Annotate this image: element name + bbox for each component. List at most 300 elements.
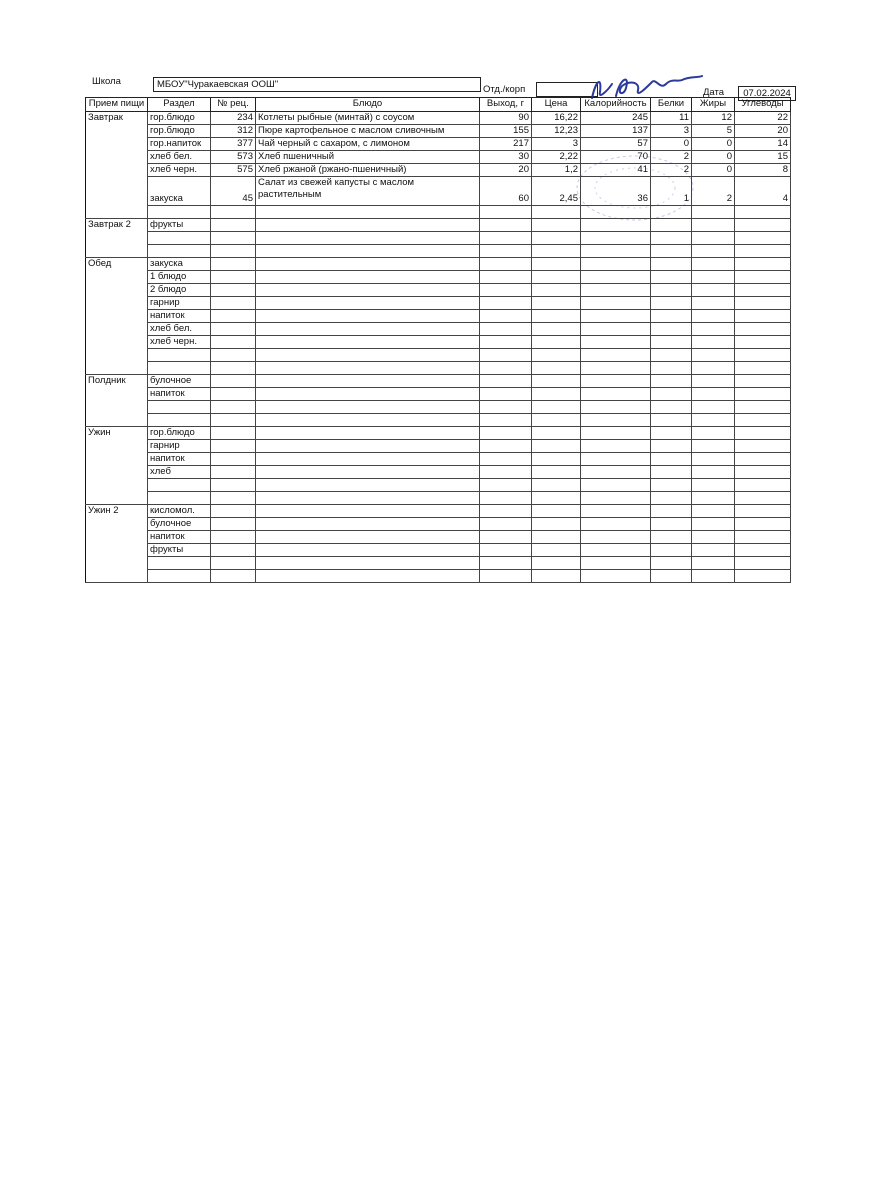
table-row bbox=[86, 518, 791, 531]
cell-protein bbox=[651, 232, 692, 245]
cell-fat: 0 bbox=[692, 151, 735, 164]
cell-kcal bbox=[581, 414, 651, 427]
cell-price bbox=[532, 206, 581, 219]
cell-kcal bbox=[581, 401, 651, 414]
cell-price bbox=[532, 284, 581, 297]
cell-kcal bbox=[581, 206, 651, 219]
table-row bbox=[86, 492, 791, 505]
table-row bbox=[86, 164, 791, 177]
cell-kcal bbox=[581, 505, 651, 518]
cell-section: фрукты bbox=[148, 219, 211, 232]
cell-protein bbox=[651, 427, 692, 440]
cell-carbs bbox=[735, 349, 791, 362]
cell-fat bbox=[692, 388, 735, 401]
cell-carbs bbox=[735, 336, 791, 349]
cell-output: 60 bbox=[480, 177, 532, 206]
cell-kcal bbox=[581, 466, 651, 479]
column-header: Белки bbox=[651, 98, 692, 112]
cell-section: хлеб бел. bbox=[148, 151, 211, 164]
cell-fat bbox=[692, 557, 735, 570]
cell-section: гор.напиток bbox=[148, 138, 211, 151]
table-row bbox=[86, 219, 791, 232]
cell-protein bbox=[651, 518, 692, 531]
cell-protein bbox=[651, 466, 692, 479]
table-row bbox=[86, 479, 791, 492]
cell-output bbox=[480, 401, 532, 414]
table-row bbox=[86, 232, 791, 245]
cell-carbs bbox=[735, 297, 791, 310]
cell-carbs bbox=[735, 401, 791, 414]
cell-kcal bbox=[581, 544, 651, 557]
cell-protein bbox=[651, 479, 692, 492]
table-row bbox=[86, 401, 791, 414]
cell-carbs bbox=[735, 427, 791, 440]
cell-output: 20 bbox=[480, 164, 532, 177]
table-row bbox=[86, 544, 791, 557]
cell-carbs bbox=[735, 388, 791, 401]
table-row bbox=[86, 177, 791, 206]
cell-fat bbox=[692, 531, 735, 544]
table-row bbox=[86, 297, 791, 310]
cell-section: фрукты bbox=[148, 544, 211, 557]
cell-dish bbox=[256, 427, 480, 440]
cell-dish bbox=[256, 362, 480, 375]
cell-section: напиток bbox=[148, 388, 211, 401]
cell-output bbox=[480, 479, 532, 492]
cell-fat bbox=[692, 245, 735, 258]
cell-price bbox=[532, 258, 581, 271]
cell-dish bbox=[256, 245, 480, 258]
cell-recipe bbox=[211, 440, 256, 453]
cell-protein bbox=[651, 388, 692, 401]
column-header: Калорийность bbox=[581, 98, 651, 112]
cell-output bbox=[480, 466, 532, 479]
cell-kcal bbox=[581, 570, 651, 583]
cell-recipe bbox=[211, 349, 256, 362]
menu-table bbox=[85, 97, 791, 583]
cell-price bbox=[532, 505, 581, 518]
cell-dish bbox=[256, 258, 480, 271]
cell-fat bbox=[692, 414, 735, 427]
cell-section bbox=[148, 232, 211, 245]
cell-kcal bbox=[581, 362, 651, 375]
cell-price bbox=[532, 518, 581, 531]
meal-name: Ужин bbox=[86, 427, 148, 505]
cell-protein bbox=[651, 349, 692, 362]
cell-fat bbox=[692, 440, 735, 453]
cell-price bbox=[532, 570, 581, 583]
cell-recipe: 377 bbox=[211, 138, 256, 151]
column-header: Раздел bbox=[148, 98, 211, 112]
cell-fat: 0 bbox=[692, 164, 735, 177]
cell-recipe bbox=[211, 284, 256, 297]
cell-kcal bbox=[581, 375, 651, 388]
cell-protein bbox=[651, 505, 692, 518]
cell-protein bbox=[651, 258, 692, 271]
cell-dish bbox=[256, 271, 480, 284]
cell-section: хлеб бел. bbox=[148, 323, 211, 336]
cell-dish bbox=[256, 219, 480, 232]
cell-fat bbox=[692, 453, 735, 466]
cell-output: 155 bbox=[480, 125, 532, 138]
cell-fat: 2 bbox=[692, 177, 735, 206]
cell-recipe bbox=[211, 414, 256, 427]
cell-recipe: 575 bbox=[211, 164, 256, 177]
cell-protein bbox=[651, 219, 692, 232]
table-row bbox=[86, 151, 791, 164]
cell-kcal: 70 bbox=[581, 151, 651, 164]
cell-carbs bbox=[735, 323, 791, 336]
cell-section: гор.блюдо bbox=[148, 112, 211, 125]
table-row bbox=[86, 375, 791, 388]
cell-carbs bbox=[735, 531, 791, 544]
cell-protein: 3 bbox=[651, 125, 692, 138]
cell-kcal bbox=[581, 245, 651, 258]
cell-carbs: 20 bbox=[735, 125, 791, 138]
cell-section bbox=[148, 557, 211, 570]
cell-protein bbox=[651, 323, 692, 336]
cell-kcal bbox=[581, 258, 651, 271]
table-row bbox=[86, 427, 791, 440]
cell-protein bbox=[651, 440, 692, 453]
cell-section bbox=[148, 479, 211, 492]
cell-dish bbox=[256, 414, 480, 427]
cell-protein bbox=[651, 284, 692, 297]
cell-output bbox=[480, 518, 532, 531]
cell-carbs bbox=[735, 310, 791, 323]
cell-recipe bbox=[211, 271, 256, 284]
cell-output: 30 bbox=[480, 151, 532, 164]
cell-kcal bbox=[581, 388, 651, 401]
cell-recipe bbox=[211, 466, 256, 479]
cell-output bbox=[480, 323, 532, 336]
cell-section bbox=[148, 401, 211, 414]
table-row bbox=[86, 570, 791, 583]
cell-carbs bbox=[735, 206, 791, 219]
cell-protein bbox=[651, 375, 692, 388]
cell-dish: Пюре картофельное с маслом сливочным bbox=[256, 125, 480, 138]
cell-kcal: 137 bbox=[581, 125, 651, 138]
table-row bbox=[86, 531, 791, 544]
cell-price bbox=[532, 271, 581, 284]
table-row bbox=[86, 349, 791, 362]
cell-output bbox=[480, 232, 532, 245]
cell-fat bbox=[692, 349, 735, 362]
cell-carbs bbox=[735, 544, 791, 557]
cell-kcal bbox=[581, 531, 651, 544]
cell-recipe bbox=[211, 336, 256, 349]
cell-protein bbox=[651, 245, 692, 258]
cell-section: закуска bbox=[148, 258, 211, 271]
cell-recipe: 45 bbox=[211, 177, 256, 206]
cell-fat: 5 bbox=[692, 125, 735, 138]
table-row bbox=[86, 336, 791, 349]
table-row bbox=[86, 310, 791, 323]
cell-price bbox=[532, 297, 581, 310]
cell-protein bbox=[651, 557, 692, 570]
cell-recipe: 234 bbox=[211, 112, 256, 125]
cell-protein: 11 bbox=[651, 112, 692, 125]
table-row bbox=[86, 206, 791, 219]
cell-recipe bbox=[211, 518, 256, 531]
cell-kcal bbox=[581, 219, 651, 232]
cell-price: 2,22 bbox=[532, 151, 581, 164]
cell-output bbox=[480, 362, 532, 375]
cell-kcal bbox=[581, 453, 651, 466]
table-row bbox=[86, 258, 791, 271]
cell-price bbox=[532, 440, 581, 453]
cell-fat bbox=[692, 570, 735, 583]
cell-output bbox=[480, 349, 532, 362]
cell-dish bbox=[256, 375, 480, 388]
table-row bbox=[86, 453, 791, 466]
cell-recipe bbox=[211, 388, 256, 401]
cell-price: 1,2 bbox=[532, 164, 581, 177]
cell-section: напиток bbox=[148, 453, 211, 466]
cell-fat bbox=[692, 219, 735, 232]
cell-section: гор.блюдо bbox=[148, 427, 211, 440]
cell-protein bbox=[651, 310, 692, 323]
cell-fat bbox=[692, 518, 735, 531]
cell-price bbox=[532, 362, 581, 375]
cell-carbs bbox=[735, 570, 791, 583]
cell-carbs bbox=[735, 375, 791, 388]
cell-output: 90 bbox=[480, 112, 532, 125]
cell-output bbox=[480, 219, 532, 232]
cell-section bbox=[148, 362, 211, 375]
cell-kcal bbox=[581, 232, 651, 245]
meal-name: Полдник bbox=[86, 375, 148, 427]
cell-protein bbox=[651, 453, 692, 466]
cell-price bbox=[532, 310, 581, 323]
cell-section: напиток bbox=[148, 531, 211, 544]
cell-carbs: 4 bbox=[735, 177, 791, 206]
cell-section: 2 блюдо bbox=[148, 284, 211, 297]
cell-recipe bbox=[211, 310, 256, 323]
meal-name: Завтрак 2 bbox=[86, 219, 148, 258]
cell-fat bbox=[692, 297, 735, 310]
cell-price bbox=[532, 401, 581, 414]
cell-fat bbox=[692, 479, 735, 492]
cell-fat bbox=[692, 401, 735, 414]
cell-carbs bbox=[735, 271, 791, 284]
date-field: 07.02.2024 bbox=[738, 86, 796, 101]
cell-section bbox=[148, 414, 211, 427]
cell-dish bbox=[256, 206, 480, 219]
cell-price bbox=[532, 479, 581, 492]
cell-recipe bbox=[211, 492, 256, 505]
cell-carbs bbox=[735, 219, 791, 232]
cell-kcal bbox=[581, 271, 651, 284]
cell-carbs bbox=[735, 518, 791, 531]
cell-output bbox=[480, 440, 532, 453]
cell-section bbox=[148, 245, 211, 258]
cell-protein bbox=[651, 414, 692, 427]
column-header: Углеводы bbox=[735, 98, 791, 112]
table-row bbox=[86, 271, 791, 284]
cell-protein bbox=[651, 401, 692, 414]
cell-dish bbox=[256, 466, 480, 479]
cell-output bbox=[480, 297, 532, 310]
cell-output bbox=[480, 453, 532, 466]
table-row bbox=[86, 323, 791, 336]
cell-carbs bbox=[735, 414, 791, 427]
cell-dish bbox=[256, 232, 480, 245]
cell-section bbox=[148, 492, 211, 505]
cell-price bbox=[532, 414, 581, 427]
cell-output bbox=[480, 258, 532, 271]
cell-recipe bbox=[211, 401, 256, 414]
cell-kcal bbox=[581, 349, 651, 362]
cell-fat bbox=[692, 375, 735, 388]
table-row bbox=[86, 440, 791, 453]
cell-dish: Котлеты рыбные (минтай) с соусом bbox=[256, 112, 480, 125]
cell-protein bbox=[651, 362, 692, 375]
cell-section: 1 блюдо bbox=[148, 271, 211, 284]
cell-dish bbox=[256, 544, 480, 557]
cell-carbs bbox=[735, 505, 791, 518]
cell-protein bbox=[651, 206, 692, 219]
cell-fat bbox=[692, 544, 735, 557]
cell-price bbox=[532, 323, 581, 336]
cell-kcal bbox=[581, 297, 651, 310]
cell-section bbox=[148, 206, 211, 219]
meal-name: Завтрак bbox=[86, 112, 148, 219]
cell-output bbox=[480, 544, 532, 557]
cell-output bbox=[480, 557, 532, 570]
cell-dish: Салат из свежей капусты с маслом растительным bbox=[256, 177, 480, 206]
column-header: Цена bbox=[532, 98, 581, 112]
cell-output bbox=[480, 375, 532, 388]
table-row bbox=[86, 125, 791, 138]
table-row bbox=[86, 112, 791, 125]
cell-price bbox=[532, 557, 581, 570]
cell-fat bbox=[692, 505, 735, 518]
cell-section: гарнир bbox=[148, 297, 211, 310]
cell-price bbox=[532, 245, 581, 258]
cell-section: булочное bbox=[148, 375, 211, 388]
cell-fat bbox=[692, 336, 735, 349]
table-row bbox=[86, 138, 791, 151]
cell-dish: Чай черный с сахаром, с лимоном bbox=[256, 138, 480, 151]
cell-section: напиток bbox=[148, 310, 211, 323]
meal-name: Обед bbox=[86, 258, 148, 375]
cell-carbs bbox=[735, 362, 791, 375]
cell-section bbox=[148, 570, 211, 583]
cell-kcal bbox=[581, 557, 651, 570]
cell-carbs bbox=[735, 284, 791, 297]
cell-price bbox=[532, 531, 581, 544]
cell-recipe: 573 bbox=[211, 151, 256, 164]
cell-carbs bbox=[735, 453, 791, 466]
cell-carbs: 22 bbox=[735, 112, 791, 125]
cell-recipe bbox=[211, 557, 256, 570]
cell-fat bbox=[692, 362, 735, 375]
cell-kcal: 245 bbox=[581, 112, 651, 125]
cell-price bbox=[532, 544, 581, 557]
cell-protein bbox=[651, 271, 692, 284]
cell-recipe bbox=[211, 297, 256, 310]
date-label: Дата bbox=[703, 87, 725, 98]
cell-carbs bbox=[735, 258, 791, 271]
cell-recipe bbox=[211, 245, 256, 258]
cell-price bbox=[532, 349, 581, 362]
column-header: Жиры bbox=[692, 98, 735, 112]
cell-dish bbox=[256, 284, 480, 297]
table-row bbox=[86, 388, 791, 401]
cell-protein: 1 bbox=[651, 177, 692, 206]
cell-price bbox=[532, 336, 581, 349]
cell-output bbox=[480, 284, 532, 297]
cell-dish bbox=[256, 401, 480, 414]
school-field: МБОУ"Чуракаевская ООШ" bbox=[153, 77, 481, 92]
cell-price bbox=[532, 427, 581, 440]
cell-protein bbox=[651, 544, 692, 557]
cell-price bbox=[532, 375, 581, 388]
column-header: Прием пищи bbox=[86, 98, 148, 112]
dept-label: Отд./корп bbox=[483, 84, 526, 95]
cell-output bbox=[480, 336, 532, 349]
cell-carbs bbox=[735, 245, 791, 258]
cell-price: 16,22 bbox=[532, 112, 581, 125]
cell-dish bbox=[256, 492, 480, 505]
cell-protein bbox=[651, 492, 692, 505]
cell-protein bbox=[651, 570, 692, 583]
cell-kcal: 36 bbox=[581, 177, 651, 206]
cell-dish bbox=[256, 310, 480, 323]
cell-section bbox=[148, 349, 211, 362]
cell-output bbox=[480, 245, 532, 258]
cell-carbs: 15 bbox=[735, 151, 791, 164]
cell-price bbox=[532, 466, 581, 479]
cell-recipe bbox=[211, 531, 256, 544]
cell-section: гарнир bbox=[148, 440, 211, 453]
cell-price bbox=[532, 492, 581, 505]
cell-recipe bbox=[211, 206, 256, 219]
cell-recipe bbox=[211, 323, 256, 336]
cell-recipe bbox=[211, 505, 256, 518]
cell-fat bbox=[692, 466, 735, 479]
table-row bbox=[86, 505, 791, 518]
school-label: Школа bbox=[92, 76, 121, 87]
table-row bbox=[86, 362, 791, 375]
cell-fat bbox=[692, 284, 735, 297]
cell-recipe bbox=[211, 544, 256, 557]
cell-recipe bbox=[211, 232, 256, 245]
table-row bbox=[86, 557, 791, 570]
cell-protein: 2 bbox=[651, 151, 692, 164]
cell-kcal bbox=[581, 440, 651, 453]
cell-carbs bbox=[735, 466, 791, 479]
cell-output bbox=[480, 505, 532, 518]
cell-carbs bbox=[735, 479, 791, 492]
cell-protein bbox=[651, 336, 692, 349]
cell-carbs bbox=[735, 557, 791, 570]
column-header: Выход, г bbox=[480, 98, 532, 112]
cell-price bbox=[532, 453, 581, 466]
cell-carbs: 8 bbox=[735, 164, 791, 177]
cell-fat bbox=[692, 232, 735, 245]
cell-protein bbox=[651, 531, 692, 544]
cell-kcal bbox=[581, 479, 651, 492]
cell-output bbox=[480, 492, 532, 505]
cell-protein: 2 bbox=[651, 164, 692, 177]
cell-carbs bbox=[735, 232, 791, 245]
cell-dish bbox=[256, 336, 480, 349]
cell-dish bbox=[256, 349, 480, 362]
cell-fat bbox=[692, 323, 735, 336]
cell-recipe: 312 bbox=[211, 125, 256, 138]
